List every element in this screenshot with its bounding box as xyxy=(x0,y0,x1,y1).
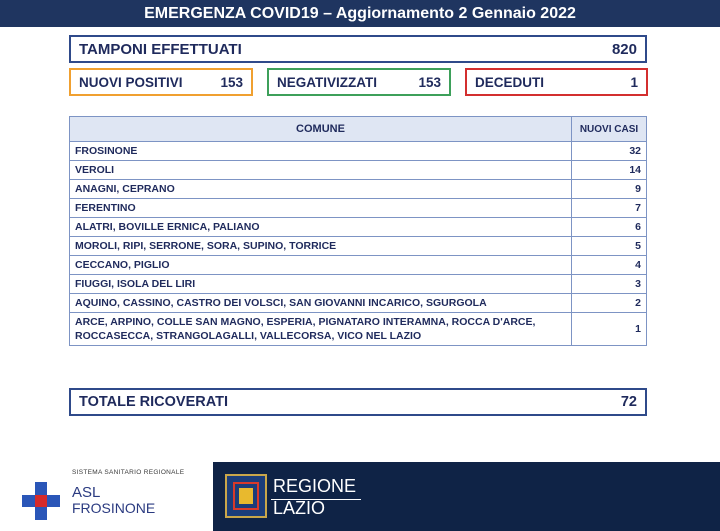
casi-cell: 5 xyxy=(572,237,647,256)
casi-cell: 1 xyxy=(572,313,647,346)
table-row xyxy=(70,218,647,237)
negativizzati-value: 153 xyxy=(418,74,441,90)
lazio-label: LAZIO xyxy=(273,498,326,518)
table-row xyxy=(70,142,647,161)
casi-cell: 9 xyxy=(572,180,647,199)
deceduti-value: 1 xyxy=(630,74,638,90)
table-row xyxy=(70,313,647,346)
ssr-label: SISTEMA SANITARIO REGIONALE xyxy=(72,469,185,476)
casi-cell: 32 xyxy=(572,142,647,161)
regione-label: REGIONE xyxy=(273,476,357,496)
tamponi-value: 820 xyxy=(611,40,637,58)
comuni-table xyxy=(69,116,647,346)
casi-cell: 14 xyxy=(572,161,647,180)
page-title: EMERGENZA COVID19 – Aggiornamento 2 Gennaio 2022 xyxy=(0,0,720,27)
table-row xyxy=(70,180,647,199)
tamponi-box xyxy=(69,35,647,63)
deceduti-label: DECEDUTI xyxy=(475,74,545,90)
negativizzati-label: NEGATIVIZZATI xyxy=(277,74,377,90)
comune-cell: CECCANO, PIGLIO xyxy=(70,256,572,275)
table-row xyxy=(70,161,647,180)
ricoverati-box xyxy=(69,388,647,416)
deceduti-box xyxy=(465,68,648,96)
comune-cell: MOROLI, RIPI, SERRONE, SORA, SUPINO, TORRICE xyxy=(70,237,572,256)
tamponi-label: TAMPONI EFFETTUATI xyxy=(79,40,242,58)
table-row xyxy=(70,275,647,294)
regione-emblem-icon xyxy=(225,474,267,518)
positivi-label: NUOVI POSITIVI xyxy=(79,74,183,90)
comune-cell: ANAGNI, CEPRANO xyxy=(70,180,572,199)
asl-frosinone-label: FROSINONE xyxy=(72,500,156,516)
casi-cell: 2 xyxy=(572,294,647,313)
positivi-value: 153 xyxy=(220,74,243,90)
medical-cross-icon xyxy=(22,482,60,520)
casi-cell: 3 xyxy=(572,275,647,294)
comune-cell: VEROLI xyxy=(70,161,572,180)
casi-cell: 4 xyxy=(572,256,647,275)
table-header-row xyxy=(70,117,647,142)
comune-cell: FIUGGI, ISOLA DEL LIRI xyxy=(70,275,572,294)
nuovi-positivi-box xyxy=(69,68,253,96)
negativizzati-box xyxy=(267,68,451,96)
header-comune: COMUNE xyxy=(70,117,572,142)
asl-label: ASL xyxy=(72,484,101,501)
casi-cell: 6 xyxy=(572,218,647,237)
asl-logo xyxy=(0,462,213,531)
ricoverati-value: 72 xyxy=(620,394,637,410)
regione-lazio-logo xyxy=(213,462,720,531)
table-row xyxy=(70,237,647,256)
casi-cell: 7 xyxy=(572,199,647,218)
table-row xyxy=(70,294,647,313)
comune-cell: ARCE, ARPINO, COLLE SAN MAGNO, ESPERIA, PIGNATARO INTERAMNA, ROCCA D'ARCE, ROCCASECCA, STRANGOLAGALLI, VALLECORSA, VICO NEL LAZIO xyxy=(70,313,572,346)
comune-cell: ALATRI, BOVILLE ERNICA, PALIANO xyxy=(70,218,572,237)
table-row xyxy=(70,199,647,218)
ricoverati-label: TOTALE RICOVERATI xyxy=(79,394,229,410)
comune-cell: AQUINO, CASSINO, CASTRO DEI VOLSCI, SAN GIOVANNI INCARICO, SGURGOLA xyxy=(70,294,572,313)
table-row xyxy=(70,256,647,275)
header-nuovi-casi: NUOVI CASI xyxy=(572,117,647,142)
comune-cell: FROSINONE xyxy=(70,142,572,161)
comune-cell: FERENTINO xyxy=(70,199,572,218)
